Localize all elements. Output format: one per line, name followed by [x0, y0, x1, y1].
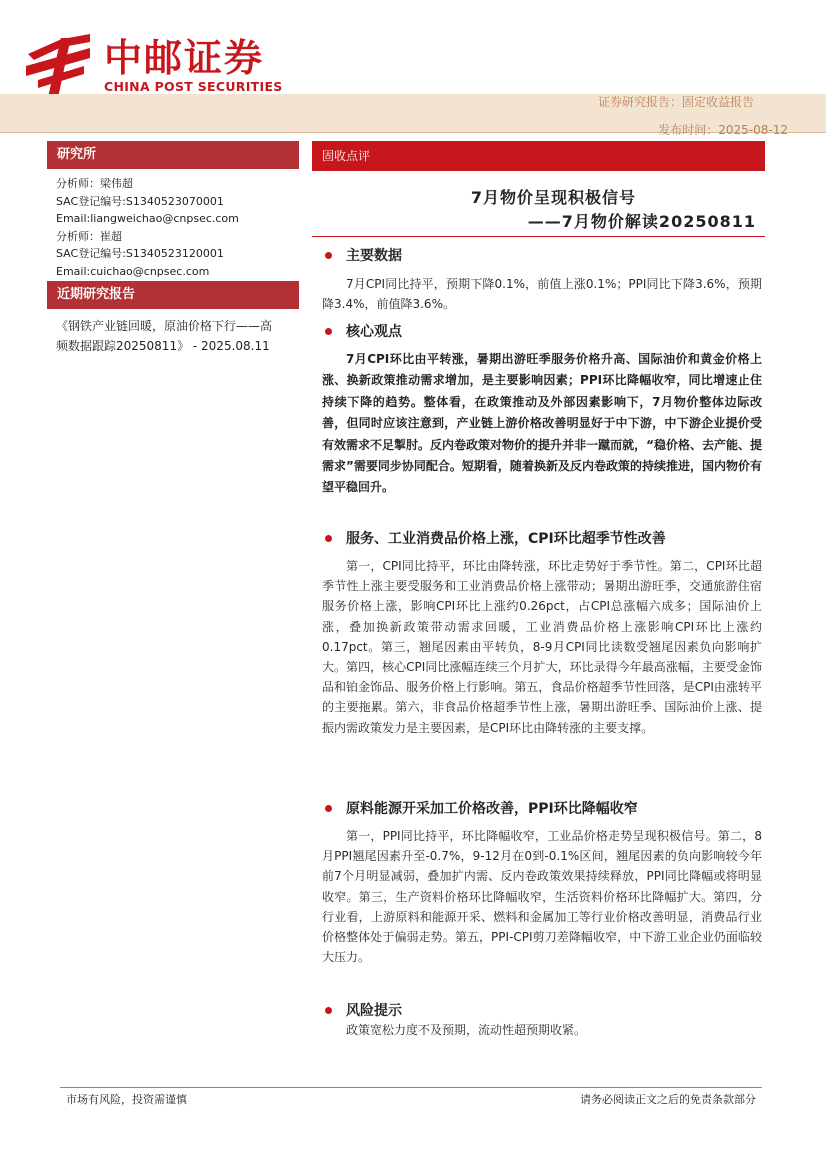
title-divider [312, 236, 765, 237]
china-post-logo-icon [24, 32, 94, 98]
footer-divider [60, 1087, 762, 1088]
footer-risk-note: 市场有风险，投资需谨慎 [66, 1093, 187, 1106]
analyst-email[interactable]: Email:liangweichao@cnpsec.com [56, 212, 239, 226]
brand-name-cn: 中邮证券 [104, 36, 265, 80]
analyst-sac: SAC登记编号:S1340523120001 [56, 247, 224, 261]
bullet-icon [325, 1007, 332, 1014]
recent-reports-header: 近期研究报告 [47, 281, 299, 309]
analyst-email[interactable]: Email:cuichao@cnpsec.com [56, 264, 210, 278]
analyst-block-1 [56, 175, 239, 281]
analyst-sac: SAC登记编号:S1340523070001 [56, 194, 224, 208]
section-heading-risk: 风险提示 [325, 1000, 402, 1020]
section-heading-core-view: 核心观点 [325, 321, 402, 341]
institute-header: 研究所 [47, 141, 299, 169]
analyst-name: 分析师：崔超 [56, 229, 122, 243]
bullet-icon [325, 805, 332, 812]
footer-disclaimer-note: 请务必阅读正文之后的免责条款部分 [580, 1093, 756, 1106]
report-type: 证券研究报告：固定收益报告 [597, 95, 754, 109]
section-text-cpi: 第一，CPI同比持平，环比由降转涨，环比走势好于季节性。第二，CPI环比超季节性上涨主要受服务和工业消费品价格上涨带动；暑期出游旺季，交通旅游住宿服务价格上涨，影响CPI环比上涨约0.26pct，占CPI总涨幅六成多；国际油价上涨，叠加换新政策带动需求回暖，工业消费品价格上涨影响CPI环比上涨约0.17pct。第三，翘尾因素由平转负，8-9月CPI同比读数受翘尾因素负向影响扩大。第四，核心CPI同比涨幅连续三个月扩大，环比录得今年最高涨幅，主要受金饰品和铂金饰品、服务价格上行影响。第五，食品价格超季节性回落，是CPI由涨转平的主要拖累。第六，非食品价格超季节性上涨，暑期出游旺季、国际油价上涨、提振内需政策发力是主要因素，是CPI环比由降转涨的主要支撑。 [322, 559, 762, 735]
section-text-ppi: 第一，PPI同比持平，环比降幅收窄，工业品价格走势呈现积极信号。第二，8月PPI翘尾因素升至-0.7%，9-12月在0到-0.1%区间，翘尾因素的负向影响较今年前7个月明显减弱，叠加扩内需、反内卷政策效果持续释放，PPI同比降幅或将明显收窄。第三，生产资料价格环比降幅收窄，生活资料价格环比降幅扩大。第四，分行业看，上游原料和能源开采、燃料和金属加工等行业价格改善明显，消费品行业价格整体处于偏弱走势。第五，PPI-CPI剪刀差降幅收窄，中下游工业企业仍面临较大压力。 [322, 829, 762, 965]
section-text-risk: 政策宽松力度不及预期，流动性超预期收紧。 [346, 1023, 587, 1037]
bullet-icon [325, 252, 332, 259]
section-text-main-data: 7月CPI同比持平，预期下降0.1%，前值上涨0.1%；PPI同比下降3.6%，预期降3.4%，前值降3.6%。 [322, 277, 762, 312]
analyst-name: 分析师：梁伟超 [56, 177, 133, 190]
section-heading-cpi: 服务、工业消费品价格上涨，CPI环比超季节性改善 [325, 528, 666, 548]
report-title: 7月物价呈现积极信号 [470, 188, 636, 207]
bullet-icon [325, 535, 332, 542]
section-text-core-view: 7月CPI环比由平转涨，暑期出游旺季服务价格升高、国际油价和黄金价格上涨、换新政策推动需求增加，是主要影响因素；PPI环比降幅收窄，同比增速止住持续下降的趋势。整体看，在政策推动及外部因素影响下，7月物价整体边际改善，但同时应该注意到，产业链上游价格改善明显好于中下游，中下游企业提价受有效需求不足掣肘。反内卷政策对物价的提升并非一蹴而就，“稳价格、去产能、提需求”需要同步协同配合。短期看，随着换新及反内卷政策的持续推进，国内物价有望平稳回升。 [322, 352, 762, 495]
report-subtitle: ——7月物价解读20250811 [527, 212, 756, 231]
category-bar: 固收点评 [312, 141, 765, 171]
bullet-icon [325, 328, 332, 335]
recent-report-link[interactable]: 《钢铁产业链回暖，原油价格下行——高频数据跟踪20250811》 - 2025.08.11 [56, 319, 273, 353]
section-heading-main-data: 主要数据 [325, 245, 402, 265]
brand-name-en: CHINA POST SECURITIES [104, 79, 283, 94]
publish-time: 发布时间：2025-08-12 [658, 123, 788, 137]
section-heading-ppi: 原料能源开采加工价格改善，PPI环比降幅收窄 [325, 798, 638, 818]
